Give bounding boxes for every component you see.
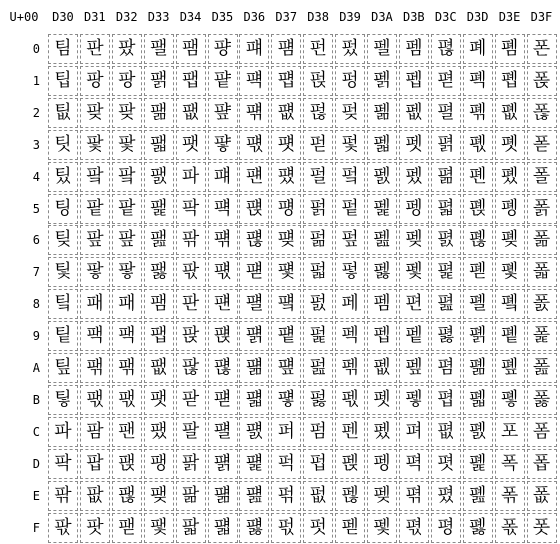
glyph-cell: 폆 <box>431 417 461 447</box>
glyph-cell: 파 <box>176 162 206 192</box>
glyph-cell: 퍨 <box>208 417 238 447</box>
glyph-cell: 퍾 <box>271 481 301 511</box>
glyph-cell: 팤 <box>80 162 110 192</box>
column-header: D33 <box>147 10 170 24</box>
glyph-cell: 퍮 <box>239 481 269 511</box>
glyph-cell: 폪 <box>495 353 525 383</box>
glyph-cell: 팸 <box>176 34 206 64</box>
glyph-cell: 팃 <box>48 130 78 160</box>
glyph-cell: 폫 <box>495 385 525 415</box>
glyph-cell: 폄 <box>431 353 461 383</box>
glyph-cell: 퍡 <box>239 66 269 96</box>
glyph-cell: 편 <box>399 289 429 319</box>
glyph-cell: 퍱 <box>271 66 301 96</box>
glyph-cell: 팽 <box>144 449 174 479</box>
glyph-cell: 폽 <box>527 449 557 479</box>
glyph-cell: 폱 <box>527 66 557 96</box>
glyph-cell: 팞 <box>80 481 110 511</box>
glyph-cell: 폶 <box>527 225 557 255</box>
glyph-cell: 팫 <box>80 385 110 415</box>
glyph-cell: 펄 <box>303 162 333 192</box>
glyph-cell: 팻 <box>144 385 174 415</box>
glyph-cell: 폼 <box>527 417 557 447</box>
glyph-cell: 팹 <box>144 321 174 351</box>
row-header: E <box>32 488 40 503</box>
column-header: D3A <box>371 10 393 24</box>
glyph-cell: 퍽 <box>271 449 301 479</box>
glyph-cell: 팤 <box>112 162 142 192</box>
glyph-cell: 퍪 <box>208 481 238 511</box>
glyph-cell: 퍶 <box>271 225 301 255</box>
glyph-cell: 팣 <box>80 130 110 160</box>
glyph-cell: 폛 <box>463 385 493 415</box>
glyph-cell: 팊 <box>48 353 78 383</box>
glyph-cell: 팬 <box>112 417 142 447</box>
row-header: F <box>32 520 40 535</box>
glyph-cell: 펧 <box>367 257 397 287</box>
glyph-cell: 펬 <box>399 162 429 192</box>
glyph-cell: 팵 <box>144 194 174 224</box>
column-header: D3D <box>466 10 489 24</box>
glyph-cell: 폰 <box>527 34 557 64</box>
glyph-cell: 퍭 <box>239 449 269 479</box>
glyph-cell: 팂 <box>48 98 78 128</box>
glyph-cell: 폖 <box>463 225 493 255</box>
glyph-cell: 팺 <box>144 353 174 383</box>
glyph-cell: 펊 <box>303 353 333 383</box>
glyph-cell: 폣 <box>495 130 525 160</box>
glyph-cell: 퍧 <box>239 257 269 287</box>
glyph-cell: 패 <box>112 289 142 319</box>
glyph-cell: 팯 <box>112 513 142 543</box>
glyph-cell: 폃 <box>431 321 461 351</box>
glyph-cell: 팥 <box>80 194 110 224</box>
glyph-cell: 펛 <box>335 385 365 415</box>
glyph-cell: 펿 <box>431 194 461 224</box>
row-header: 1 <box>32 73 40 88</box>
glyph-cell: 펉 <box>303 321 333 351</box>
glyph-cell: 판 <box>176 289 206 319</box>
glyph-cell: 팹 <box>176 66 206 96</box>
glyph-cell: 팄 <box>48 162 78 192</box>
row-header: 6 <box>32 233 40 248</box>
glyph-cell: 팩 <box>112 321 142 351</box>
glyph-cell: 팑 <box>176 321 206 351</box>
glyph-cell: 폕 <box>463 194 493 224</box>
glyph-cell: 팴 <box>144 162 174 192</box>
glyph-cell: 팰 <box>144 34 174 64</box>
glyph-cell: 팥 <box>112 194 142 224</box>
glyph-cell: 판 <box>80 34 110 64</box>
glyph-cell: 펽 <box>431 130 461 160</box>
glyph-cell: 퍼 <box>271 417 301 447</box>
glyph-cell: 펱 <box>399 321 429 351</box>
column-header: D34 <box>179 10 202 24</box>
glyph-cell: 펣 <box>367 130 397 160</box>
glyph-cell: 페 <box>335 289 365 319</box>
glyph-cell: 펖 <box>335 225 365 255</box>
glyph-cell: 펁 <box>303 66 333 96</box>
glyph-cell: 폲 <box>527 98 557 128</box>
glyph-cell: 폤 <box>495 162 525 192</box>
glyph-cell: 팮 <box>112 481 142 511</box>
glyph-cell: 팧 <box>112 257 142 287</box>
glyph-cell: 팩 <box>80 321 110 351</box>
glyph-cell: 폿 <box>527 513 557 543</box>
row-header: 9 <box>32 329 40 344</box>
glyph-cell: 펦 <box>367 225 397 255</box>
glyph-cell: 폷 <box>527 257 557 287</box>
glyph-cell: 펟 <box>335 513 365 543</box>
glyph-cell: 펫 <box>399 130 429 160</box>
column-header: D37 <box>275 10 298 24</box>
glyph-cell: 펇 <box>303 257 333 287</box>
row-header: 0 <box>32 42 40 56</box>
glyph-cell: 팱 <box>144 66 174 96</box>
glyph-cell: 팻 <box>176 130 206 160</box>
column-header: D30 <box>52 10 74 24</box>
glyph-cell: 퍣 <box>239 130 269 160</box>
glyph-cell: 폴 <box>527 162 557 192</box>
glyph-cell: 폗 <box>463 257 493 287</box>
glyph-cell: 폑 <box>463 66 493 96</box>
glyph-cell: 폒 <box>463 98 493 128</box>
glyph-cell: 펔 <box>335 162 365 192</box>
glyph-cell: 팣 <box>112 130 142 160</box>
glyph-cell: 펮 <box>399 225 429 255</box>
glyph-cell: 폡 <box>495 66 525 96</box>
row-header: 3 <box>32 137 40 152</box>
glyph-cell: 펭 <box>399 194 429 224</box>
glyph-cell: 폁 <box>431 257 461 287</box>
glyph-cell: 폈 <box>431 481 461 511</box>
glyph-cell: 폔 <box>463 162 493 192</box>
glyph-cell: 펕 <box>335 194 365 224</box>
column-header: D35 <box>211 10 234 24</box>
glyph-cell: 퍩 <box>239 321 269 351</box>
glyph-cell: 팒 <box>176 353 206 383</box>
glyph-cell: 팝 <box>80 449 110 479</box>
column-header: D31 <box>83 10 106 24</box>
glyph-cell: 퍠 <box>239 34 269 64</box>
glyph-cell: 퍤 <box>239 162 269 192</box>
glyph-cell: 퍴 <box>271 162 301 192</box>
column-header: D39 <box>339 10 361 24</box>
glyph-cell: 팜 <box>80 417 110 447</box>
row-header: 2 <box>32 105 40 120</box>
glyph-cell: 팺 <box>176 98 206 128</box>
glyph-cell: 퍬 <box>239 417 269 447</box>
glyph-cell: 팢 <box>112 98 142 128</box>
column-header: D3E <box>498 10 521 24</box>
glyph-cell: 팋 <box>48 385 78 415</box>
corner-label: U+00 <box>9 10 39 24</box>
glyph-cell: 팭 <box>112 449 142 479</box>
glyph-cell: 퍺 <box>271 353 301 383</box>
glyph-cell: 퍷 <box>271 257 301 287</box>
glyph-cell: 폮 <box>495 481 525 511</box>
glyph-cell: 팖 <box>176 481 206 511</box>
glyph-cell: 펙 <box>335 321 365 351</box>
glyph-cell: 퍪 <box>239 353 269 383</box>
column-header: D3F <box>530 10 553 24</box>
glyph-cell: 펼 <box>431 98 461 128</box>
glyph-cell: 퍲 <box>271 98 301 128</box>
glyph-cell: 팶 <box>144 225 174 255</box>
glyph-cell: 펏 <box>303 513 333 543</box>
row-header: 5 <box>32 201 40 216</box>
glyph-cell: 폵 <box>527 194 557 224</box>
glyph-cell: 퍥 <box>239 194 269 224</box>
glyph-cell: 펍 <box>303 449 333 479</box>
glyph-cell: 펋 <box>303 385 333 415</box>
glyph-cell: 팾 <box>144 481 174 511</box>
glyph-cell: 퍸 <box>271 289 301 319</box>
glyph-cell: 팍 <box>48 449 78 479</box>
glyph-cell: 펯 <box>399 257 429 287</box>
glyph-cell: 폜 <box>463 417 493 447</box>
glyph-cell: 퍠 <box>208 162 238 192</box>
glyph-cell: 펥 <box>367 194 397 224</box>
glyph-cell: 팅 <box>48 194 78 224</box>
glyph-cell: 폇 <box>431 449 461 479</box>
glyph-cell: 펐 <box>335 34 365 64</box>
glyph-cell: 펎 <box>303 481 333 511</box>
glyph-cell: 펜 <box>335 417 365 447</box>
glyph-cell: 평 <box>431 513 461 543</box>
glyph-cell: 펶 <box>399 481 429 511</box>
glyph-cell: 팕 <box>176 449 206 479</box>
glyph-cell: 팇 <box>48 257 78 287</box>
glyph-cell: 폙 <box>463 321 493 351</box>
glyph-cell: 퍵 <box>271 194 301 224</box>
glyph-cell: 펞 <box>335 481 365 511</box>
glyph-cell: 폦 <box>495 225 525 255</box>
glyph-cell: 팪 <box>112 353 142 383</box>
glyph-cell: 폧 <box>495 257 525 287</box>
glyph-cell: 펀 <box>303 34 333 64</box>
glyph-cell: 퍡 <box>208 194 238 224</box>
glyph-cell: 펆 <box>303 225 333 255</box>
glyph-cell: 폀 <box>431 225 461 255</box>
glyph-cell: 팍 <box>176 194 206 224</box>
glyph-cell: 팗 <box>176 513 206 543</box>
row-header: 4 <box>32 169 40 184</box>
glyph-cell: 펡 <box>367 66 397 96</box>
column-header: D38 <box>307 10 329 24</box>
glyph-cell: 퍰 <box>271 34 301 64</box>
glyph-cell: 퍫 <box>208 513 238 543</box>
glyph-cell: 팡 <box>80 66 110 96</box>
glyph-cell: 퍤 <box>208 289 238 319</box>
glyph-cell: 파 <box>48 417 78 447</box>
glyph-cell: 펒 <box>335 98 365 128</box>
glyph-cell: 폠 <box>495 34 525 64</box>
glyph-cell: 펫 <box>367 385 397 415</box>
column-header: D3C <box>434 10 457 24</box>
glyph-cell: 팓 <box>176 385 206 415</box>
glyph-cell: 펌 <box>303 417 333 447</box>
column-header: D3B <box>402 10 425 24</box>
glyph-cell: 폓 <box>463 130 493 160</box>
glyph-cell: 팀 <box>48 34 78 64</box>
glyph-cell: 펭 <box>367 449 397 479</box>
glyph-cell: 퍥 <box>208 321 238 351</box>
glyph-cell: 폂 <box>431 289 461 319</box>
glyph-cell: 팦 <box>112 225 142 255</box>
glyph-cell: 폘 <box>463 289 493 319</box>
glyph-cell: 폚 <box>463 353 493 383</box>
glyph-cell: 펵 <box>399 449 429 479</box>
glyph-cell: 팎 <box>176 225 206 255</box>
glyph-cell: 펗 <box>335 257 365 287</box>
column-header: D32 <box>115 10 138 24</box>
glyph-cell: 펴 <box>399 417 429 447</box>
glyph-cell: 퍯 <box>239 513 269 543</box>
row-header: A <box>32 361 40 375</box>
glyph-cell: 폐 <box>463 34 493 64</box>
glyph-cell: 팟 <box>80 513 110 543</box>
glyph-cell: 펲 <box>399 353 429 383</box>
glyph-cell: 팷 <box>144 257 174 287</box>
glyph-cell: 퍝 <box>208 66 238 96</box>
glyph-cell: 팫 <box>112 385 142 415</box>
glyph-cell: 펮 <box>367 481 397 511</box>
glyph-cell: 폺 <box>527 353 557 383</box>
glyph-cell: 폸 <box>527 289 557 319</box>
glyph-cell: 팿 <box>144 513 174 543</box>
glyph-cell: 퍢 <box>239 98 269 128</box>
glyph-cell: 펨 <box>367 289 397 319</box>
glyph-cell: 팎 <box>48 481 78 511</box>
glyph-cell: 팲 <box>144 98 174 128</box>
row-header: 7 <box>32 265 40 280</box>
glyph-cell: 폟 <box>463 513 493 543</box>
column-header: D36 <box>243 10 266 24</box>
glyph-cell: 펓 <box>335 130 365 160</box>
glyph-cell: 펅 <box>303 194 333 224</box>
glyph-cell: 퍫 <box>239 385 269 415</box>
row-header: B <box>32 392 40 407</box>
glyph-cell: 펑 <box>335 66 365 96</box>
glyph-cell: 퍞 <box>208 98 238 128</box>
glyph-cell: 폭 <box>495 449 525 479</box>
glyph-cell: 팁 <box>48 66 78 96</box>
glyph-cell: 팳 <box>144 130 174 160</box>
glyph-cell: 펈 <box>303 289 333 319</box>
glyph-cell: 펚 <box>335 353 365 383</box>
glyph-cell: 퍩 <box>208 449 238 479</box>
glyph-cell: 펬 <box>367 417 397 447</box>
glyph-cell: 폥 <box>495 194 525 224</box>
glyph-cell: 퍙 <box>208 34 238 64</box>
glyph-cell: 펪 <box>367 353 397 383</box>
row-header: 8 <box>32 297 40 312</box>
glyph-cell: 펾 <box>431 162 461 192</box>
glyph-cell: 팏 <box>176 257 206 287</box>
glyph-cell: 폾 <box>527 481 557 511</box>
glyph-cell: 퍿 <box>271 513 301 543</box>
glyph-cell: 펂 <box>303 98 333 128</box>
glyph-cell: 펯 <box>367 513 397 543</box>
glyph-cell: 폝 <box>463 449 493 479</box>
glyph-cell: 폳 <box>527 130 557 160</box>
glyph-cell: 팈 <box>48 289 78 319</box>
glyph-cell: 패 <box>80 289 110 319</box>
glyph-cell: 퍟 <box>208 130 238 160</box>
glyph-cell: 펺 <box>431 34 461 64</box>
glyph-cell: 폞 <box>463 481 493 511</box>
glyph-cell: 팧 <box>80 257 110 287</box>
glyph-cell: 퍳 <box>271 130 301 160</box>
glyph-cell: 펩 <box>367 321 397 351</box>
glyph-cell: 폯 <box>495 513 525 543</box>
glyph-cell: 팢 <box>80 98 110 128</box>
glyph-cell: 팆 <box>48 225 78 255</box>
glyph-cell: 폩 <box>495 321 525 351</box>
glyph-cell: 퍦 <box>239 225 269 255</box>
glyph-cell: 펢 <box>367 98 397 128</box>
glyph-cell: 폢 <box>495 98 525 128</box>
glyph-cell: 폨 <box>495 289 525 319</box>
glyph-cell: 팪 <box>80 353 110 383</box>
glyph-cell: 펠 <box>367 34 397 64</box>
glyph-cell: 펷 <box>399 513 429 543</box>
glyph-cell: 팦 <box>80 225 110 255</box>
glyph-cell: 퍹 <box>271 321 301 351</box>
glyph-cell: 펝 <box>335 449 365 479</box>
glyph-cell: 팉 <box>48 321 78 351</box>
glyph-cell: 펤 <box>367 162 397 192</box>
glyph-cell: 팏 <box>48 513 78 543</box>
glyph-cell: 퍧 <box>208 385 238 415</box>
glyph-cell: 팔 <box>176 417 206 447</box>
glyph-cell: 폹 <box>527 321 557 351</box>
glyph-cell: 폅 <box>431 385 461 415</box>
glyph-cell: 퍨 <box>239 289 269 319</box>
glyph-cell: 팠 <box>112 34 142 64</box>
glyph-cell: 퍻 <box>271 385 301 415</box>
row-header: C <box>32 424 40 439</box>
glyph-cell: 펩 <box>399 66 429 96</box>
glyph-cell: 펨 <box>399 34 429 64</box>
glyph-cell: 퍦 <box>208 353 238 383</box>
glyph-cell: 퍢 <box>208 225 238 255</box>
glyph-cell: 포 <box>495 417 525 447</box>
glyph-cell: 펳 <box>399 385 429 415</box>
glyph-cell: 펪 <box>399 98 429 128</box>
glyph-cell: 팸 <box>144 289 174 319</box>
glyph-cell: 팼 <box>144 417 174 447</box>
row-header: D <box>32 456 40 471</box>
glyph-cell: 폻 <box>527 385 557 415</box>
glyph-cell: 팡 <box>112 66 142 96</box>
glyph-cell: 퍣 <box>208 257 238 287</box>
glyph-cell: 펻 <box>431 66 461 96</box>
glyph-cell: 펃 <box>303 130 333 160</box>
